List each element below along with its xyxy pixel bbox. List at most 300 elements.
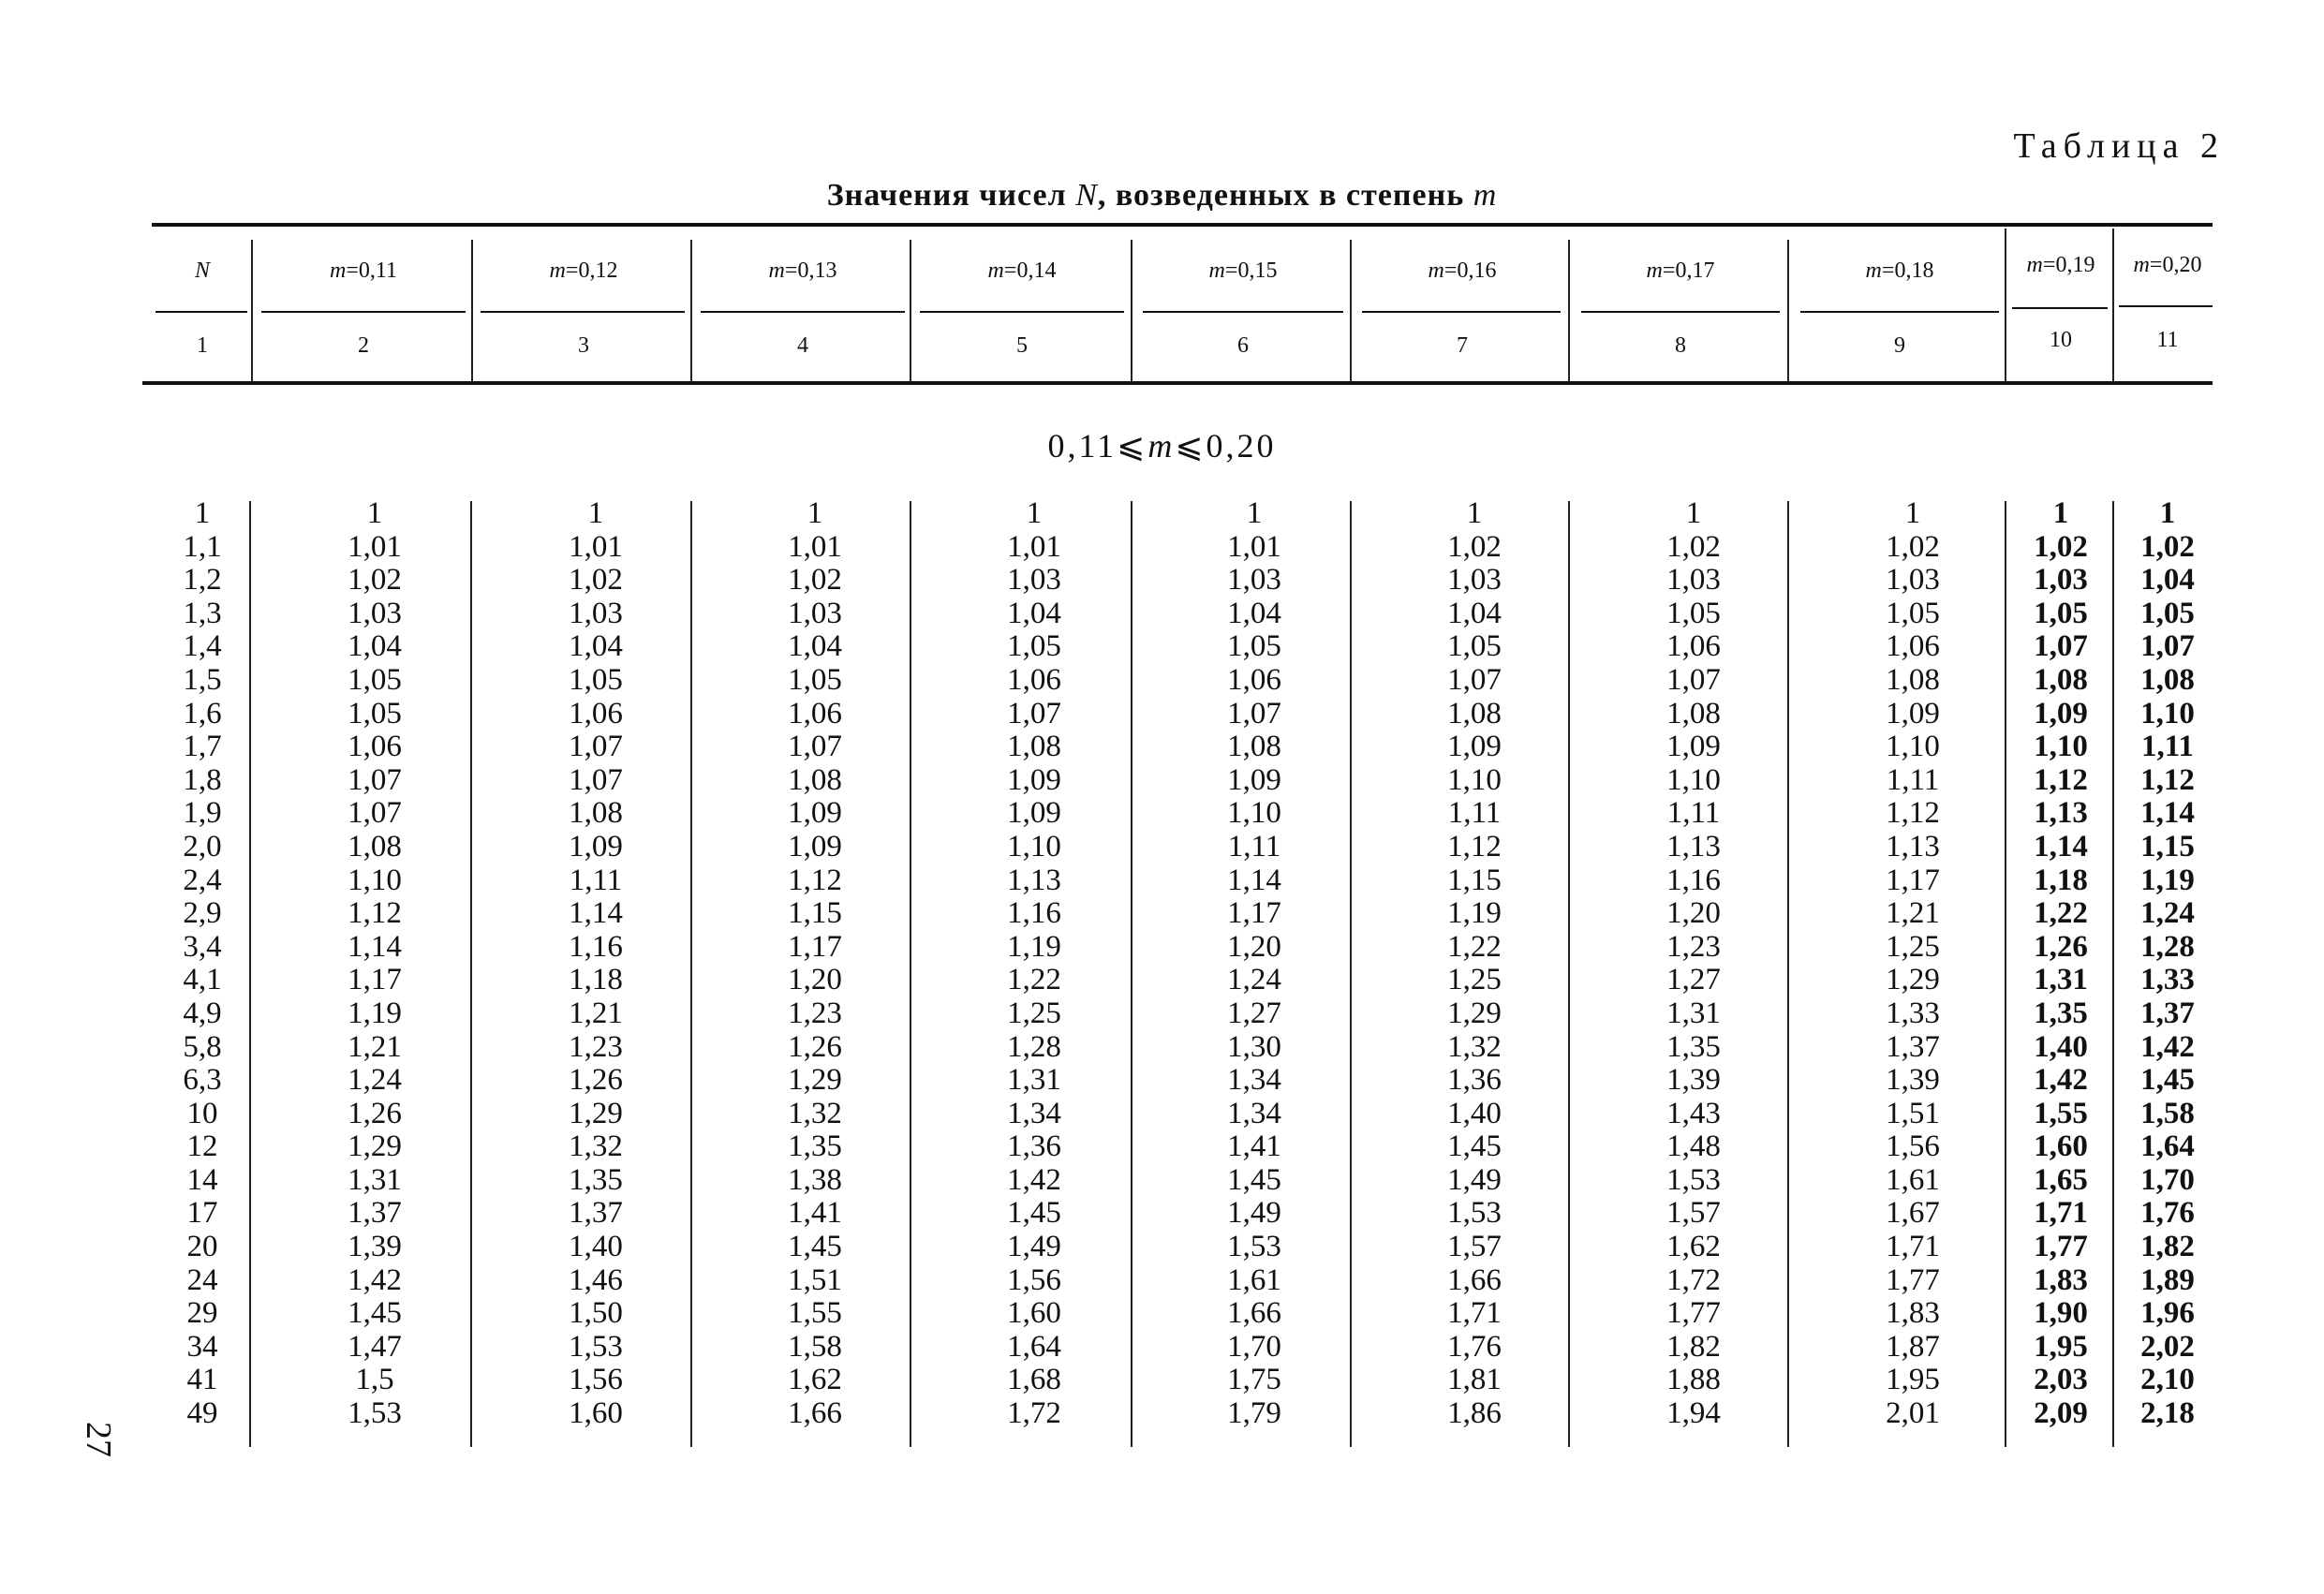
header-column-separator (1350, 240, 1352, 382)
table-cell: 1,05 (1886, 596, 1940, 630)
column-m-0-16 (1418, 497, 1531, 1431)
table-cell: 1,45 (1007, 1196, 1061, 1231)
table-cell: 1,09 (1886, 696, 1940, 731)
table-cell: 1,09 (788, 796, 842, 831)
column-m-0-15 (1198, 497, 1310, 1431)
table-cell: 1,06 (788, 696, 842, 731)
header-sub-rule (481, 311, 685, 313)
table-cell: 1,12 (1886, 796, 1940, 831)
body-column-separator (1568, 501, 1570, 1447)
table-cell: 1,42 (1007, 1162, 1061, 1197)
table-cell: 1,31 (1007, 1063, 1061, 1098)
table-cell: 1,89 (2140, 1262, 2195, 1297)
table-cell: 49 (186, 1396, 218, 1431)
column-n (155, 497, 249, 1431)
table-cell: 1,35 (788, 1129, 842, 1164)
table-cell: 1,9 (183, 796, 222, 831)
table-cell: 1,41 (788, 1196, 842, 1231)
table-cell: 1,6 (183, 696, 222, 731)
table-cell: 1,14 (348, 929, 402, 964)
table-cell: 1,03 (569, 596, 623, 630)
table-cell: 1,7 (183, 730, 222, 764)
table-cell: 1,06 (569, 696, 623, 731)
body-column-separator (470, 501, 472, 1447)
table-cell: 1,40 (569, 1230, 623, 1264)
table-cell: 1,13 (1666, 829, 1721, 863)
table-cell: 1,02 (348, 563, 402, 598)
table-cell: 1,07 (569, 730, 623, 764)
table-cell: 4,1 (183, 963, 222, 997)
table-cell: 1,04 (788, 629, 842, 664)
header-sub-rule (261, 311, 466, 313)
table-cell: 1,08 (788, 762, 842, 797)
table-cell: 1,26 (569, 1063, 623, 1098)
table-cell: 1,10 (1666, 762, 1721, 797)
table-cell: 1,16 (1007, 896, 1061, 931)
table-cell: 1,20 (1666, 896, 1721, 931)
table-cell: 1,16 (569, 929, 623, 964)
table-cell: 1,02 (788, 563, 842, 598)
table-cell: 1,01 (788, 529, 842, 564)
column-number: 4 (797, 333, 808, 358)
table-cell: 1,75 (1227, 1363, 1281, 1397)
table-cell: 1,76 (2140, 1196, 2195, 1231)
header-column-separator (1568, 240, 1570, 382)
table-cell: 1,29 (348, 1129, 402, 1164)
table-cell: 1,17 (1886, 863, 1940, 897)
table-cell: 1,18 (2034, 863, 2088, 897)
table-cell: 1,11 (1886, 762, 1940, 797)
table-cell: 1,62 (788, 1363, 842, 1397)
table-cell: 24 (186, 1262, 218, 1297)
header-column-separator (910, 240, 911, 382)
table-cell: 1,11 (1227, 829, 1281, 863)
column-m-0-18 (1857, 497, 1969, 1431)
table-cell: 1,07 (1666, 662, 1721, 697)
caption-middle: , возведенных в степень (1097, 178, 1473, 213)
table-cell: 1,49 (1447, 1162, 1502, 1197)
table-cell: 1,66 (1447, 1262, 1502, 1297)
table-cell: 1,43 (1666, 1096, 1721, 1130)
table-cell: 1,08 (1227, 730, 1281, 764)
table-cell: 1,10 (2034, 730, 2088, 764)
table-cell: 1,49 (1227, 1196, 1281, 1231)
table-cell: 1,32 (569, 1129, 623, 1164)
table-cell: 1,51 (788, 1262, 842, 1297)
table-cell: 1,05 (2140, 596, 2195, 630)
table-cell: 1,03 (1447, 563, 1502, 598)
header-column-separator (1787, 240, 1789, 382)
table-cell: 1,5 (355, 1363, 394, 1397)
column-number: 11 (2156, 328, 2179, 352)
table-cell: 1,28 (2140, 929, 2195, 964)
table-cell: 1,94 (1666, 1396, 1721, 1431)
table-cell: 1,07 (2140, 629, 2195, 664)
body-column-separator (1787, 501, 1789, 1447)
header-m: m=0,17 (1646, 258, 1715, 283)
table-cell: 1,09 (1227, 762, 1281, 797)
table-cell: 12 (186, 1129, 218, 1164)
table-cell: 1,60 (569, 1396, 623, 1431)
table-cell: 1,64 (1007, 1329, 1061, 1364)
table-cell: 2,4 (183, 863, 222, 897)
table-cell: 1 (1466, 496, 1483, 530)
table-cell: 1,35 (569, 1162, 623, 1197)
table-cell: 1,72 (1007, 1396, 1061, 1431)
header-sub-rule (2119, 305, 2213, 307)
table-cell: 1,60 (1007, 1296, 1061, 1331)
header-sub-rule (1143, 311, 1343, 313)
table-cell: 1,08 (1007, 730, 1061, 764)
table-cell: 1,56 (1886, 1129, 1940, 1164)
header-m: m=0,13 (768, 258, 837, 283)
table-cell: 1,20 (788, 963, 842, 997)
column-m-0-14 (978, 497, 1090, 1431)
table-cell: 1,03 (2034, 563, 2088, 598)
table-cell: 34 (186, 1329, 218, 1364)
table-cell: 1,09 (2034, 696, 2088, 731)
header-sub-rule (2012, 307, 2108, 309)
table-cell: 1,71 (1886, 1230, 1940, 1264)
table-cell: 1,31 (2034, 963, 2088, 997)
table-cell: 1,01 (569, 529, 623, 564)
table-cell: 1,17 (348, 963, 402, 997)
table-cell: 1,32 (1447, 1029, 1502, 1064)
column-number: 10 (2050, 328, 2072, 352)
header-m: m=0,15 (1208, 258, 1278, 283)
table-cell: 1,05 (1447, 629, 1502, 664)
table-cell: 1,15 (1447, 863, 1502, 897)
header-m: m=0,14 (987, 258, 1057, 283)
table-cell: 1,95 (2034, 1329, 2088, 1364)
table-cell: 1,08 (2140, 662, 2195, 697)
table-cell: 1,62 (1666, 1230, 1721, 1264)
table-cell: 1,08 (348, 829, 402, 863)
table-cell: 1,58 (2140, 1096, 2195, 1130)
table-cell: 1,07 (788, 730, 842, 764)
table-cell: 1,57 (1666, 1196, 1721, 1231)
table-cell: 1,11 (1666, 796, 1721, 831)
table-cell: 1,79 (1227, 1396, 1281, 1431)
table-cell: 1,3 (183, 596, 222, 630)
table-cell: 1,22 (1447, 929, 1502, 964)
table-cell: 1,25 (1007, 996, 1061, 1030)
table-cell: 1,24 (2140, 896, 2195, 931)
header-sub-rule (1800, 311, 1999, 313)
header-m: m=0,16 (1428, 258, 1497, 283)
table-cell: 1 (807, 496, 823, 530)
body-column-separator (1131, 501, 1132, 1447)
table-cell: 1,18 (569, 963, 623, 997)
table-cell: 2,02 (2140, 1329, 2195, 1364)
table-cell: 1,37 (348, 1196, 402, 1231)
table-cell: 1,10 (348, 863, 402, 897)
table-cell: 1 (366, 496, 383, 530)
table-cell: 1,06 (1666, 629, 1721, 664)
table-cell: 17 (186, 1196, 218, 1231)
table-cell: 1,05 (569, 662, 623, 697)
table-cell: 1,83 (1886, 1296, 1940, 1331)
table-cell: 1,21 (1886, 896, 1940, 931)
column-m-0-20 (2119, 497, 2216, 1431)
table-cell: 1 (2159, 496, 2176, 530)
table-cell: 1,10 (2140, 696, 2195, 731)
table-cell: 1,03 (348, 596, 402, 630)
table-cell: 1,07 (348, 762, 402, 797)
column-number: 6 (1237, 333, 1249, 358)
header-m: m=0,11 (330, 258, 397, 283)
table-cell: 1,71 (2034, 1196, 2088, 1231)
table-cell: 1,27 (1227, 996, 1281, 1030)
table-cell: 14 (186, 1162, 218, 1197)
table-cell: 1,33 (1886, 996, 1940, 1030)
table-cell: 1,57 (1447, 1230, 1502, 1264)
column-m-0-17 (1637, 497, 1750, 1431)
column-number: 3 (578, 333, 589, 358)
table-cell: 1,08 (1447, 696, 1502, 731)
table-cell: 1,01 (348, 529, 402, 564)
table-cell: 1,04 (1007, 596, 1061, 630)
header-n: N (194, 258, 210, 283)
table-cell: 1,30 (1227, 1029, 1281, 1064)
header-sub-rule (155, 311, 247, 313)
table-cell: 1,06 (1227, 662, 1281, 697)
table-cell: 1,39 (348, 1230, 402, 1264)
table-cell: 1,03 (1007, 563, 1061, 598)
table-cell: 1,29 (788, 1063, 842, 1098)
column-m-0-11 (318, 497, 431, 1431)
table-cell: 1,12 (788, 863, 842, 897)
table-cell: 1,09 (788, 829, 842, 863)
table-cell: 1,35 (2034, 996, 2088, 1030)
header-sub-rule (920, 311, 1124, 313)
header-m: m=0,18 (1865, 258, 1934, 283)
header-column-separator (251, 240, 253, 382)
table-cell: 1,70 (2140, 1162, 2195, 1197)
table-cell: 1,37 (2140, 996, 2195, 1030)
column-number: 7 (1457, 333, 1468, 358)
table-cell: 1,14 (2140, 796, 2195, 831)
table-cell: 1,11 (1447, 796, 1502, 831)
table-cell: 1,61 (1227, 1262, 1281, 1297)
caption-prefix: Значения чисел (826, 178, 1076, 213)
table-cell: 1,05 (788, 662, 842, 697)
table-cell: 1,07 (1007, 696, 1061, 731)
table-cell: 1 (1026, 496, 1043, 530)
table-cell: 1,82 (2140, 1230, 2195, 1264)
table-cell: 1,47 (348, 1329, 402, 1364)
table-cell: 1,09 (1007, 762, 1061, 797)
table-cell: 1,25 (1886, 929, 1940, 964)
table-cell: 3,4 (183, 929, 222, 964)
table-cell: 1,14 (2034, 829, 2088, 863)
column-m-0-12 (540, 497, 652, 1431)
table-cell: 1,1 (183, 529, 222, 564)
table-cell: 1 (194, 496, 211, 530)
table-cell: 1,48 (1666, 1129, 1721, 1164)
table-cell: 1,36 (1447, 1063, 1502, 1098)
table-cell: 1,12 (2034, 762, 2088, 797)
table-cell: 1,10 (1007, 829, 1061, 863)
table-cell: 1,09 (1666, 730, 1721, 764)
table-cell: 1,34 (1227, 1063, 1281, 1098)
table-cell: 1,31 (1666, 996, 1721, 1030)
table-cell: 1,71 (1447, 1296, 1502, 1331)
table-cell: 1,36 (1007, 1129, 1061, 1164)
table-cell: 2,18 (2140, 1396, 2195, 1431)
table-cell: 1,05 (1007, 629, 1061, 664)
table-cell: 1,83 (2034, 1262, 2088, 1297)
page-number: 27 (79, 1422, 118, 1457)
header-column-separator (690, 240, 692, 382)
table-cell: 1,06 (1007, 662, 1061, 697)
table-cell: 1,09 (569, 829, 623, 863)
table-cell: 1,19 (348, 996, 402, 1030)
table-cell: 1,12 (348, 896, 402, 931)
table-cell: 1,53 (1227, 1230, 1281, 1264)
table-cell: 1,42 (348, 1262, 402, 1297)
table-cell: 1,29 (1886, 963, 1940, 997)
table-cell: 1,07 (1447, 662, 1502, 697)
body-column-separator (690, 501, 692, 1447)
table-cell: 1,12 (2140, 762, 2195, 797)
table-cell: 29 (186, 1296, 218, 1331)
table-cell: 1,39 (1666, 1063, 1721, 1098)
table-cell: 1,49 (1007, 1230, 1061, 1264)
table-cell: 1,34 (1007, 1096, 1061, 1130)
table-cell: 1,31 (348, 1162, 402, 1197)
table-cell: 5,8 (183, 1029, 222, 1064)
table-cell: 1,53 (569, 1329, 623, 1364)
table-cell: 1,26 (2034, 929, 2088, 964)
table-cell: 1,26 (788, 1029, 842, 1064)
table-cell: 1,55 (2034, 1096, 2088, 1130)
body-column-separator (1350, 501, 1352, 1447)
table-cell: 1,23 (788, 996, 842, 1030)
table-cell: 1,05 (348, 662, 402, 697)
header-column-separator (1131, 240, 1132, 382)
table-label: Таблица 2 (2013, 126, 2225, 166)
table-cell: 1,03 (788, 596, 842, 630)
table-cell: 1,35 (1666, 1029, 1721, 1064)
table-cell: 1,06 (348, 730, 402, 764)
header-column-separator (2005, 229, 2006, 382)
table-cell: 1,42 (2140, 1029, 2195, 1064)
table-cell: 1,90 (2034, 1296, 2088, 1331)
table-cell: 1,15 (788, 896, 842, 931)
table-cell: 1,07 (348, 796, 402, 831)
table-cell: 1,24 (1227, 963, 1281, 997)
table-cell: 1,29 (1447, 996, 1502, 1030)
table-cell: 1,76 (1447, 1329, 1502, 1364)
table-cell: 1,60 (2034, 1129, 2088, 1164)
table-cell: 1,65 (2034, 1162, 2088, 1197)
column-number: 1 (197, 333, 208, 358)
column-m-0-19 (2012, 497, 2109, 1431)
table-cell: 1,02 (2034, 529, 2088, 564)
table-cell: 1,01 (1007, 529, 1061, 564)
table-cell: 1,09 (1007, 796, 1061, 831)
table-cell: 1,77 (1666, 1296, 1721, 1331)
table-cell: 1,58 (788, 1329, 842, 1364)
table-cell: 1,55 (788, 1296, 842, 1331)
table-cell: 1,05 (2034, 596, 2088, 630)
table-cell: 1,82 (1666, 1329, 1721, 1364)
table-cell: 1,11 (569, 863, 623, 897)
table-cell: 1,02 (1666, 529, 1721, 564)
table-cell: 1,42 (2034, 1063, 2088, 1098)
table-cell: 1,02 (1886, 529, 1940, 564)
table-cell: 1,13 (2034, 796, 2088, 831)
column-number: 5 (1016, 333, 1028, 358)
table-cell: 1,19 (1447, 896, 1502, 931)
header-top-rule (152, 223, 2213, 227)
header-m: m=0,12 (549, 258, 618, 283)
table-cell: 1 (1685, 496, 1702, 530)
table-cell: 1,23 (569, 1029, 623, 1064)
table-cell: 1,95 (1886, 1363, 1940, 1397)
column-number: 9 (1894, 333, 1905, 358)
table-cell: 1,05 (348, 696, 402, 731)
table-cell: 1,25 (1447, 963, 1502, 997)
table-cell: 20 (186, 1230, 218, 1264)
table-cell: 1,28 (1007, 1029, 1061, 1064)
header-bottom-rule (142, 381, 2213, 385)
table-cell: 1,45 (348, 1296, 402, 1331)
header-m: m=0,20 (2133, 253, 2202, 277)
table-cell: 1,20 (1227, 929, 1281, 964)
table-cell: 1,2 (183, 563, 222, 598)
table-cell: 1,40 (2034, 1029, 2088, 1064)
table-cell: 1,45 (788, 1230, 842, 1264)
table-cell: 1,45 (1227, 1162, 1281, 1197)
column-m-0-13 (759, 497, 871, 1431)
table-cell: 1,41 (1227, 1129, 1281, 1164)
table-cell: 1,19 (1007, 929, 1061, 964)
column-number: 8 (1675, 333, 1686, 358)
header-m: m=0,19 (2026, 253, 2095, 277)
header-sub-rule (1581, 311, 1780, 313)
table-cell: 1 (1246, 496, 1263, 530)
table-cell: 1,64 (2140, 1129, 2195, 1164)
table-cell: 1,86 (1447, 1396, 1502, 1431)
table-cell: 1,04 (1447, 596, 1502, 630)
table-cell: 1,03 (1227, 563, 1281, 598)
table-cell: 1,09 (1447, 730, 1502, 764)
caption-var-n: N (1075, 178, 1098, 213)
table-cell: 1,07 (1227, 696, 1281, 731)
table-cell: 1,68 (1007, 1363, 1061, 1397)
table-cell: 4,9 (183, 996, 222, 1030)
table-cell: 1,12 (1447, 829, 1502, 863)
table-cell: 1,17 (788, 929, 842, 964)
table-cell: 1,66 (788, 1396, 842, 1431)
table-cell: 1,96 (2140, 1296, 2195, 1331)
table-cell: 1,21 (348, 1029, 402, 1064)
table-cell: 1,88 (1666, 1363, 1721, 1397)
table-cell: 1,04 (569, 629, 623, 664)
table-cell: 1,37 (569, 1196, 623, 1231)
caption-var-m: m (1473, 178, 1498, 213)
table-cell: 1,37 (1886, 1029, 1940, 1064)
table-cell: 1,32 (788, 1096, 842, 1130)
table-cell: 1,10 (1886, 730, 1940, 764)
table-cell: 1,22 (1007, 963, 1061, 997)
table-cell: 1,04 (1227, 596, 1281, 630)
table-cell: 1,10 (1227, 796, 1281, 831)
header-column-separator (471, 240, 473, 382)
table-cell: 1,08 (569, 796, 623, 831)
